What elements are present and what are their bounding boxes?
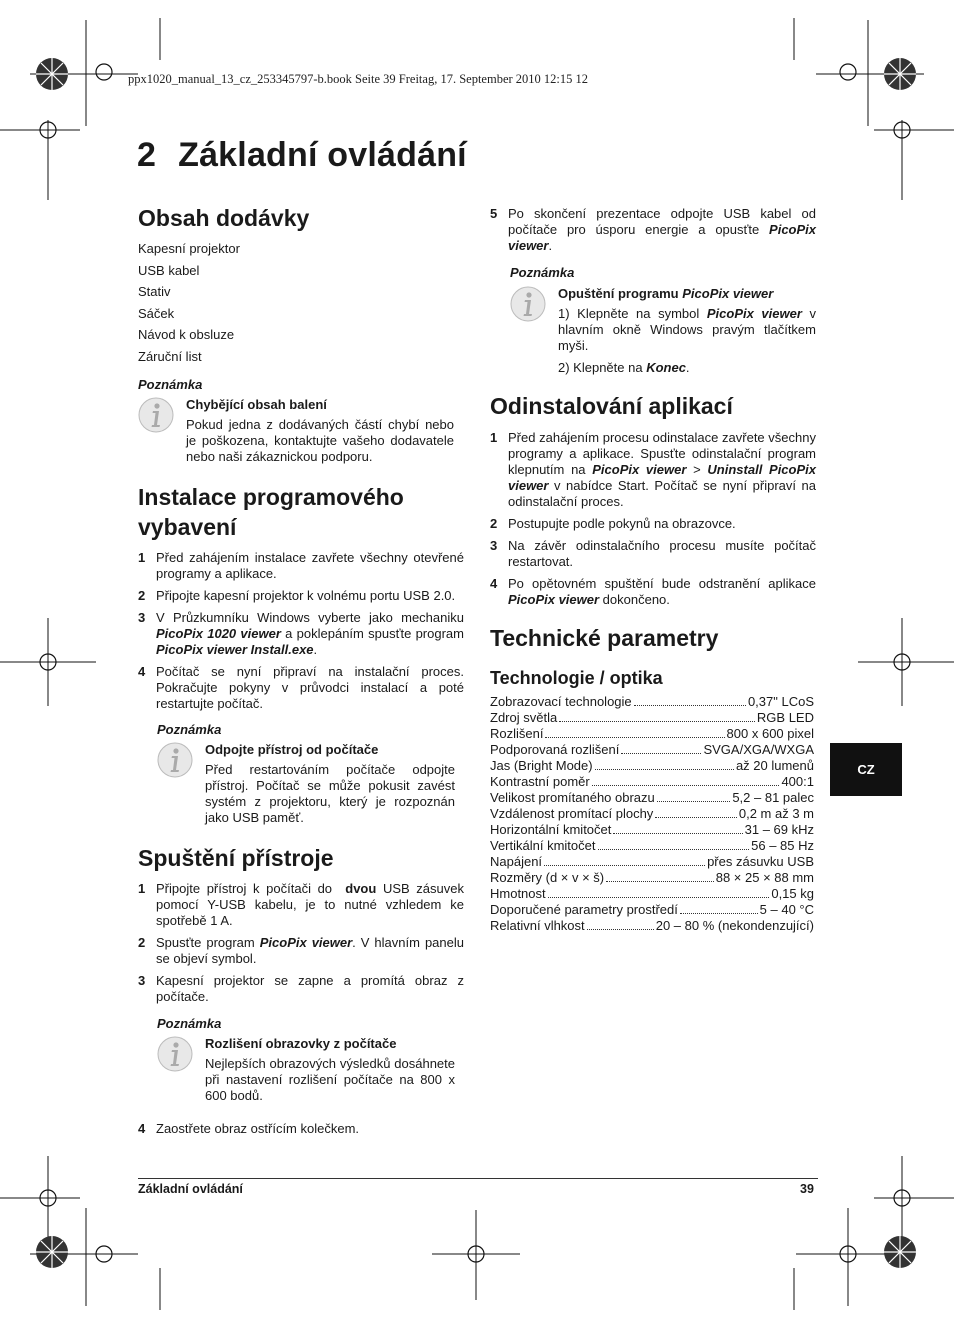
book-header-line: ppx1020_manual_13_cz_253345797-b.book Seite 39 Freitag, 17. September 2010 12:15 12 (128, 72, 589, 86)
note-text: Pokud jedna z dodávaných částí chybí nebo je poškozena, kontaktujte vašeho dodavatele nebo naši zákaznickou podporu. (186, 417, 454, 464)
spec-value: 0,15 kg (771, 886, 814, 901)
spec-value: 56 – 85 Hz (751, 838, 814, 853)
note-box-disconnect (157, 742, 455, 828)
spec-row (490, 742, 814, 758)
spec-row (490, 790, 814, 806)
section-title-instalace (138, 482, 404, 542)
section-title-obsah: Obsah dodávky (138, 205, 310, 231)
spec-row (490, 870, 814, 886)
list-item: Návod k obsluze (138, 327, 235, 342)
step-item (490, 516, 816, 532)
step-text: Připojte přístroj k počítači do dvou USB zásuvek pomocí Y-USB kabelu, je to nutné vzhledem ke spotřebě 1 A. (156, 881, 464, 928)
dot-leader (545, 737, 724, 738)
chapter-title (137, 136, 467, 175)
list-item: USB kabel (138, 262, 200, 278)
list-item: Sáček (138, 305, 175, 321)
spec-value: až 20 lumenů (735, 758, 814, 773)
note-title: Rozlišení obrazovky z počítače (205, 1036, 397, 1051)
spec-label: Jas (Bright Mode) (490, 758, 593, 773)
step-number: 3 (138, 973, 146, 988)
info-icon (157, 742, 193, 778)
spec-row (490, 918, 814, 934)
step-text: Počítač se nyní připraví na instalační proces. Pokračujte pokyny v průvodci instalací a poté restartujte počítač. (156, 664, 464, 711)
dot-leader (680, 913, 758, 914)
step-item (138, 973, 464, 1005)
step-number: 1 (490, 430, 498, 445)
spec-value: 5,2 – 81 palec (732, 790, 814, 805)
note-title: Chybějící obsah balení (186, 397, 327, 412)
step-text: V Průzkumníku Windows vyberte jako mechaniku PicoPix 1020 viewer a poklepáním spusťte program PicoPix viewer Install.exe. (156, 610, 464, 657)
uninstall-steps (490, 430, 816, 608)
spec-value: 5 – 40 °C (759, 902, 814, 917)
spec-label: Kontrastní poměr (490, 774, 590, 789)
note-box-quit (510, 286, 816, 378)
dot-leader (606, 881, 714, 882)
step-text: Po skončení prezentace odpojte USB kabel od počítače pro úsporu energie a opusťte PicoPix viewer. (508, 206, 816, 253)
dot-leader (613, 833, 742, 834)
list-item: Stativ (138, 284, 171, 299)
dot-leader (655, 817, 737, 818)
section-title-line: Instalace programového (138, 484, 404, 510)
note-box-resolution (157, 1036, 455, 1106)
step-item (138, 935, 464, 967)
section-title-technicke: Technické parametry (490, 625, 719, 651)
info-icon (157, 1036, 193, 1072)
step-text: Spusťte program PicoPix viewer. V hlavním panelu se objeví symbol. (156, 935, 464, 966)
step-number: 3 (490, 538, 498, 553)
step-item (138, 664, 464, 712)
step-item (138, 588, 464, 604)
spec-label: Velikost promítaného obrazu (490, 790, 655, 805)
install-steps (138, 550, 464, 712)
spec-label: Vzdálenost promítací plochy (490, 806, 654, 821)
spec-label: Vertikální kmitočet (490, 838, 596, 853)
spec-label: Zdroj světla (490, 710, 558, 725)
step-number: 2 (138, 588, 146, 603)
spec-label: Napájení (490, 854, 543, 869)
spec-row (490, 774, 814, 790)
spec-list (490, 694, 814, 934)
section-title-odinstalovani: Odinstalování aplikací (490, 393, 733, 419)
spec-value: přes zásuvku USB (707, 854, 814, 869)
note-label: Poznámka (138, 377, 203, 392)
step-item (490, 538, 816, 570)
spec-label: Zobrazovací technologie (490, 694, 632, 709)
step-item (138, 610, 464, 658)
step-number: 4 (138, 664, 146, 679)
list-item: Kapesní projektor (138, 241, 240, 256)
spec-row (490, 694, 814, 710)
section-title-line: vybavení (138, 514, 237, 540)
spec-row (490, 886, 814, 902)
spec-row (490, 838, 814, 854)
dot-leader (548, 897, 770, 898)
spec-value: 88 × 25 × 88 mm (715, 870, 814, 885)
spec-value: 0,37" LCoS (747, 694, 814, 709)
step-item (138, 550, 464, 582)
spec-row (490, 902, 814, 918)
dot-leader (634, 705, 746, 706)
note-text: Před restartováním počítače odpojte přístroj. Počítač se může pokusit zavést systém z projektoru, který je rozpoznán jako USB paměť. (205, 762, 455, 825)
dot-leader (657, 801, 731, 802)
list-item: Záruční list (138, 348, 202, 364)
spec-label: Doporučené parametry prostředí (490, 902, 678, 917)
step-text: Na závěr odinstalačního procesu musíte počítač restartovat. (508, 538, 816, 569)
step-number: 5 (490, 206, 498, 221)
step-number: 1 (138, 881, 146, 896)
dot-leader (587, 929, 654, 930)
dot-leader (595, 769, 734, 770)
footer-section-name: Základní ovládání (138, 1182, 243, 1196)
spec-row (490, 822, 814, 838)
note-text: Nejlepších obrazových výsledků dosáhnete při nastavení rozlišení počítače na 800 x 600 bodů. (205, 1056, 455, 1103)
step-text: Zaostřete obraz ostřícím kolečkem. (156, 1121, 360, 1136)
step-number: 3 (138, 610, 146, 625)
chapter-number: 2 (137, 136, 157, 174)
note-title: Odpojte přístroj od počítače (205, 742, 379, 757)
note-label: Poznámka (157, 1016, 222, 1031)
step-item (138, 881, 464, 929)
spec-value: 400:1 (781, 774, 814, 789)
spec-label: Hmotnost (490, 886, 546, 901)
spec-value: SVGA/XGA/WXGA (703, 742, 814, 757)
spec-row (490, 854, 814, 870)
step-item (138, 1121, 464, 1137)
step-text: Po opětovném spuštění bude odstranění aplikace PicoPix viewer dokončeno. (508, 576, 816, 607)
dot-leader (559, 721, 755, 722)
info-icon (138, 397, 174, 433)
note-title: Opuštění programu PicoPix viewer (558, 286, 774, 301)
note-label: Poznámka (157, 722, 222, 737)
spec-row (490, 806, 814, 822)
spec-value: RGB LED (756, 710, 814, 725)
spec-label: Relativní vlhkost (490, 918, 585, 933)
spec-row (490, 758, 814, 774)
contents-list (138, 241, 240, 370)
spec-value: 31 – 69 kHz (744, 822, 814, 837)
note-line: 2) Klepněte na Konec. (558, 360, 690, 375)
start-step-4 (138, 1121, 464, 1137)
spec-value: 0,2 m až 3 m (738, 806, 814, 821)
step-text: Kapesní projektor se zapne a promítá obraz z počítače. (156, 973, 464, 1004)
step-item (490, 430, 816, 510)
spec-value: 20 – 80 % (nekondenzující) (655, 918, 814, 933)
spec-label: Podporovaná rozlišení (490, 742, 620, 757)
start-steps (138, 881, 464, 1005)
step-text: Před zahájením instalace zavřete všechny otevřené programy a aplikace. (156, 550, 464, 581)
step-text: Před zahájením procesu odinstalace zavřete všechny programy a aplikace. Spusťte odinstalační program klepnutím na PicoPix viewer > Uninstall PicoPix viewer v nabídce Start. Počítač se nyní připraví na odinstalační proces. (508, 430, 816, 509)
step-text: Postupujte podle pokynů na obrazovce. (508, 516, 736, 531)
step-number: 4 (490, 576, 498, 591)
subsection-title-optika: Technologie / optika (490, 668, 663, 688)
spec-label: Horizontální kmitočet (490, 822, 612, 837)
step-item (490, 206, 816, 254)
section-title-spusteni: Spuštění přístroje (138, 845, 334, 871)
chapter-name: Základní ovládání (178, 136, 467, 174)
note-line: 1) Klepněte na symbol PicoPix viewer v hlavním okně Windows pravým tlačítkem myši. (558, 306, 816, 353)
page-number: 39 (800, 1182, 814, 1196)
step-number: 4 (138, 1121, 146, 1136)
info-icon (510, 286, 546, 322)
step-number: 2 (490, 516, 498, 531)
dot-leader (598, 849, 750, 850)
step-5 (490, 206, 816, 254)
step-number: 1 (138, 550, 146, 565)
spec-value: 800 x 600 pixel (726, 726, 814, 741)
spec-label: Rozlišení (490, 726, 544, 741)
dot-leader (544, 865, 705, 866)
dot-leader (592, 785, 780, 786)
footer-rule (138, 1178, 818, 1179)
spec-row (490, 726, 814, 742)
note-label: Poznámka (510, 265, 575, 280)
dot-leader (621, 753, 701, 754)
language-tab: CZ (830, 743, 902, 796)
spec-row (490, 710, 814, 726)
step-number: 2 (138, 935, 146, 950)
note-box-missing (138, 397, 454, 467)
step-text: Připojte kapesní projektor k volnému portu USB 2.0. (156, 588, 456, 603)
step-item (490, 576, 816, 608)
spec-label: Rozměry (d × v × š) (490, 870, 605, 885)
